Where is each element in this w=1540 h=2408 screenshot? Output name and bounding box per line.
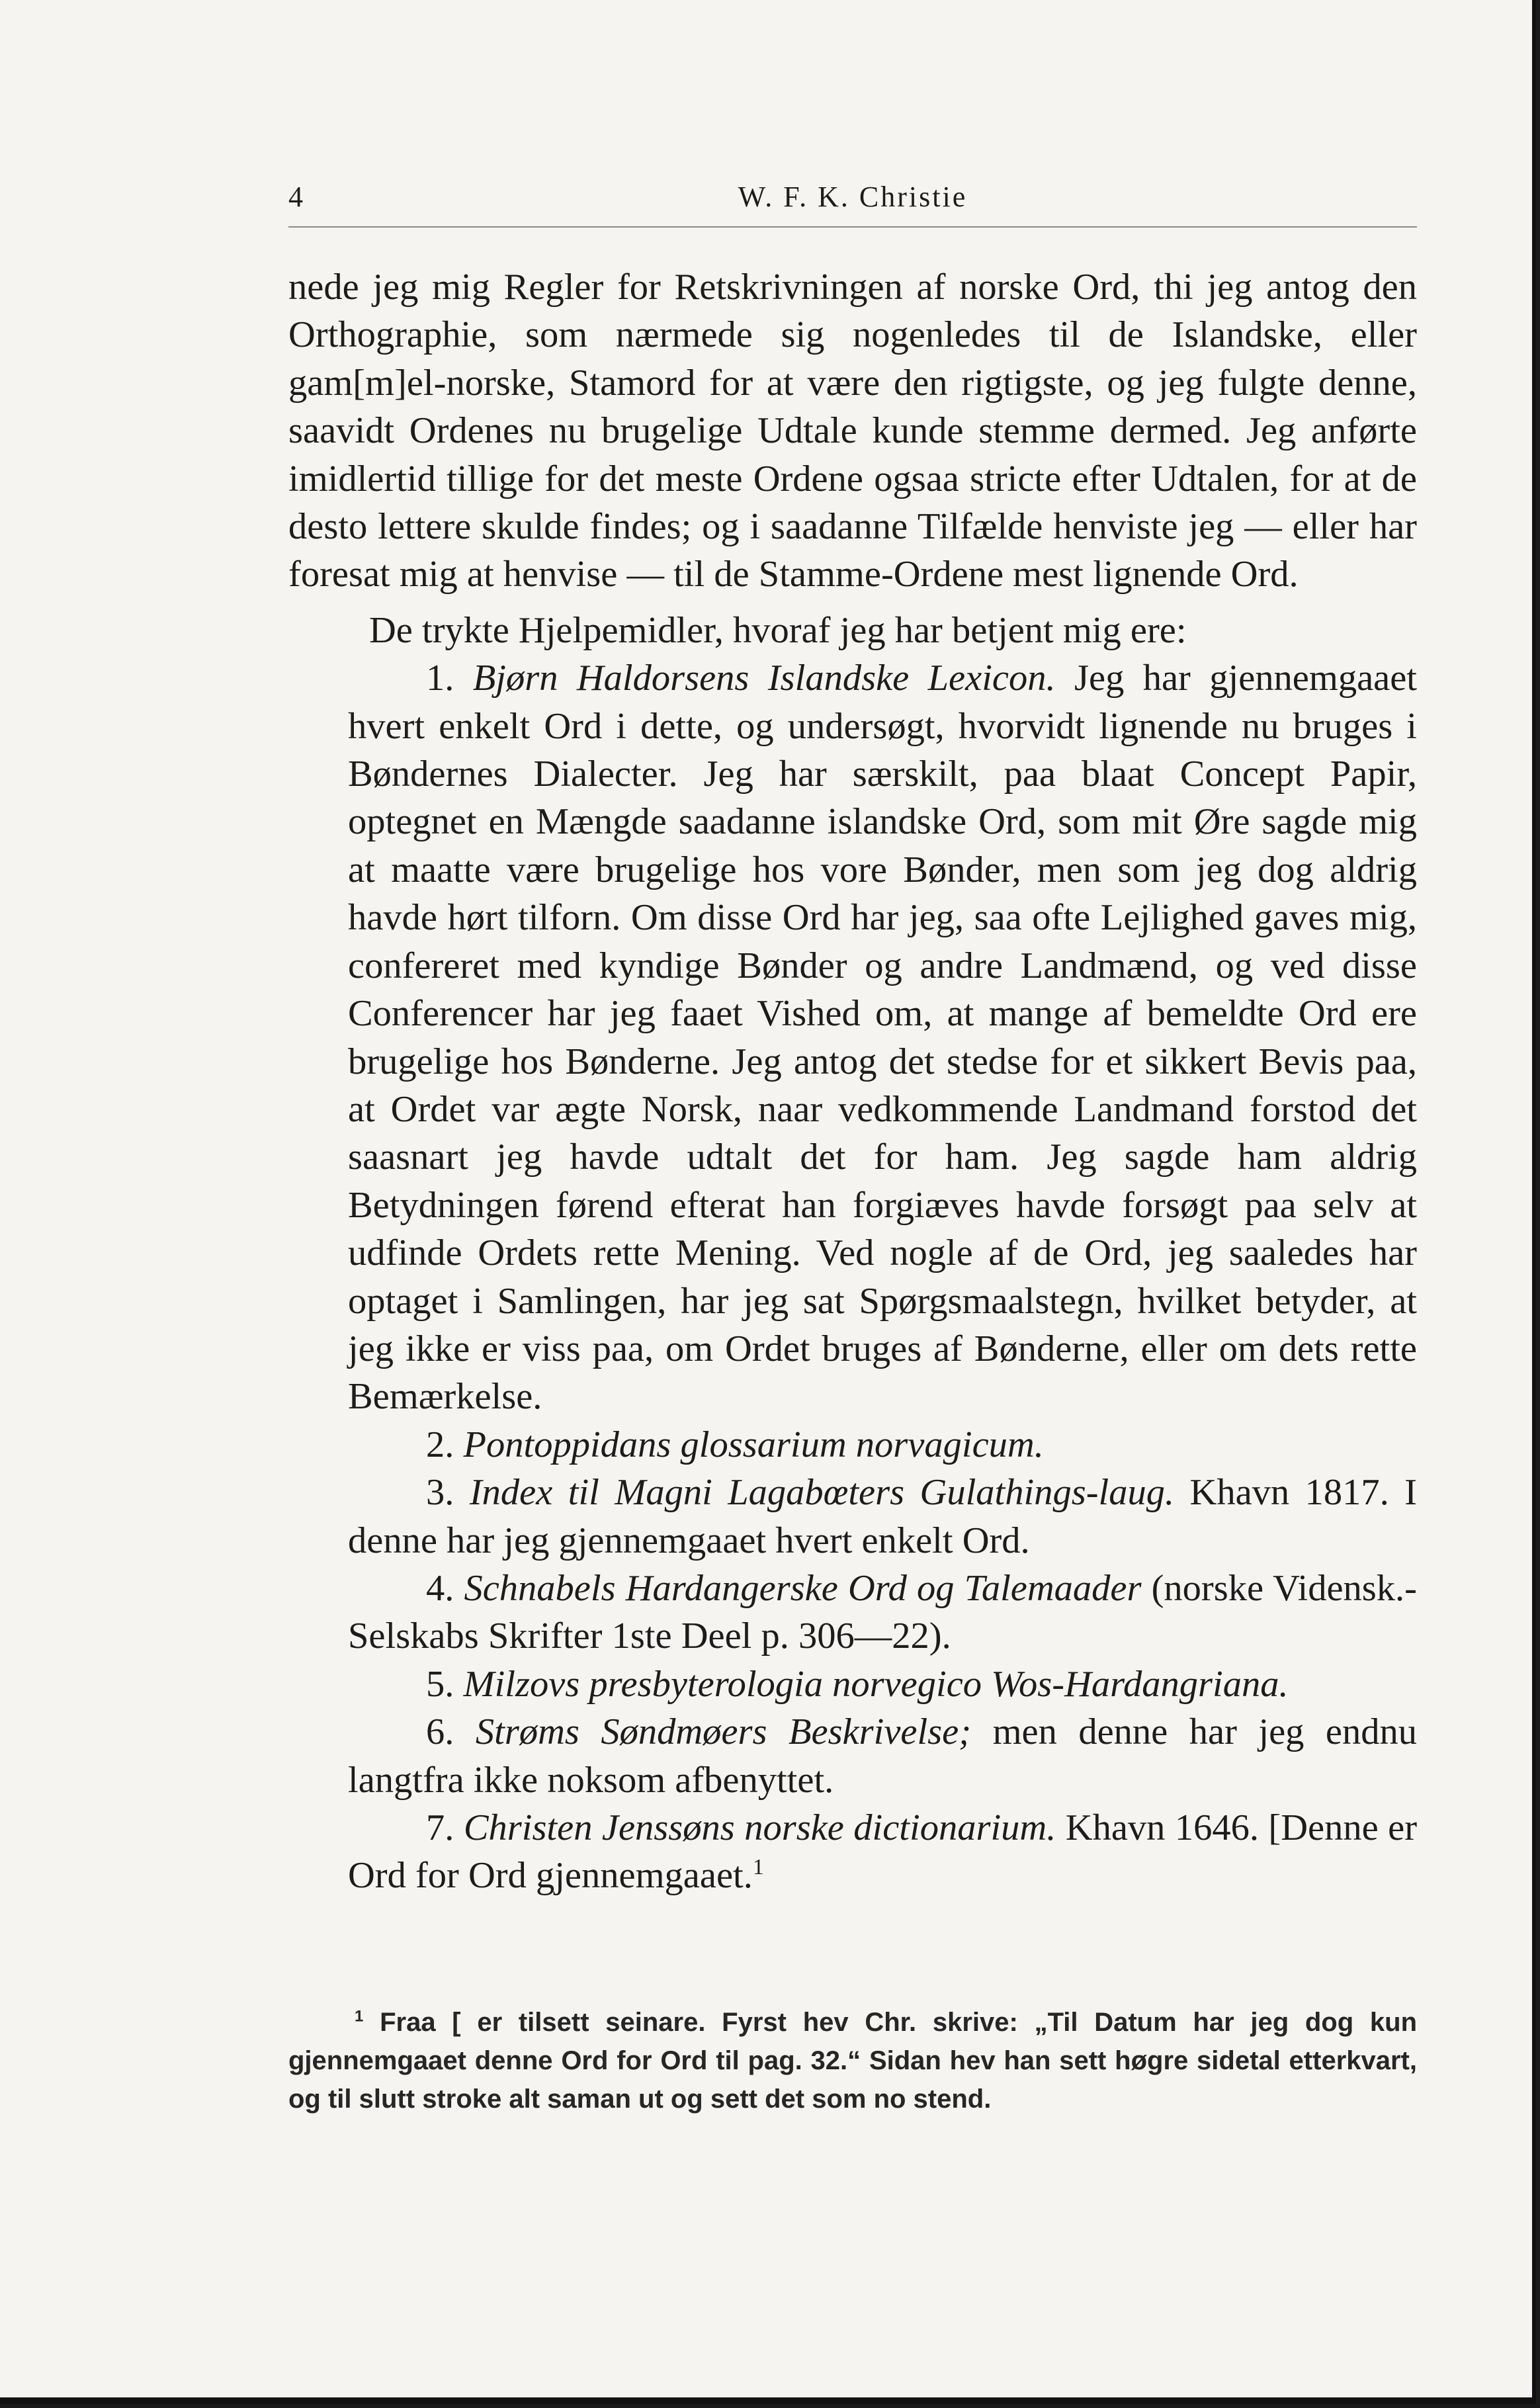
item-title: Milzovs presbyterologia norvegico Wos-Hardangriana.	[463, 1663, 1289, 1705]
item-title: Schnabels Hardangerske Ord og Talemaader	[464, 1567, 1142, 1609]
page-number: 4	[288, 181, 304, 213]
footnote-text: Fraa [ er tilsett seinare. Fyrst hev Chr. skrive: „Til Datum har jeg dog kun gjennemgaaet denne Ord for Ord til pag. 32.“ Sidan hev han sett høgre sidetal etterkvart, og til slutt stroke alt saman ut og sett det som no stend.	[288, 2008, 1417, 2114]
footnote-mark: 1	[355, 2007, 364, 2026]
list-item	[288, 654, 1417, 1421]
list-item	[288, 1708, 1417, 1804]
item-text: (norske Vidensk.-Selskabs Skrifter 1ste Deel p. 306—22).	[348, 1567, 1417, 1657]
footnote-reference[interactable]: 1	[752, 1855, 764, 1880]
item-number: 3.	[426, 1472, 454, 1514]
main-text	[288, 263, 1417, 1900]
item-title: Christen Jenssøns norske dictionarium.	[463, 1807, 1056, 1848]
list-item	[288, 1804, 1417, 1900]
item-number: 4.	[426, 1567, 454, 1609]
running-title: W. F. K. Christie	[738, 181, 968, 213]
list-item	[288, 1565, 1417, 1660]
item-number: 2.	[426, 1424, 454, 1465]
header-rule	[288, 226, 1417, 228]
item-title: Bjørn Haldorsens Islandske Lexicon.	[472, 658, 1056, 699]
running-header	[288, 177, 1417, 224]
item-text: Khavn 1646. [Denne er Ord for Ord gjennemgaaet.	[348, 1807, 1418, 1897]
list-item	[288, 1469, 1417, 1565]
item-title: Pontoppidans glossarium norvagicum.	[463, 1424, 1044, 1465]
item-title: Strøms Søndmøers Beskrivelse;	[475, 1711, 972, 1753]
footnote	[288, 2003, 1417, 2118]
item-number: 1.	[426, 658, 454, 699]
item-number: 7.	[426, 1807, 454, 1848]
item-text: Jeg har gjennemgaaet hvert enkelt Ord i dette, og undersøgt, hvorvidt lignende nu bruges i Bøndernes Dialecter. Jeg har særskilt, paa blaat Concept Papir, optegnet en Mængde saadanne islandske Ord, som mit Øre sagde mig at maatte være brugelige hos vore Bønder, men som jeg dog aldrig havde hørt tilforn. Om disse Ord har jeg, saa ofte Lejlighed gaves mig, confereret med kyndige Bønder og andre Landmænd, og ved disse Conferencer har jeg faaet Vished om, at mange af bemeldte Ord ere brugelige hos Bønderne. Jeg antog det stedse for et sikkert Bevis paa, at Ordet var ægte Norsk, naar vedkommende Landmand forstod det saasnart jeg havde udtalt det for ham. Jeg sagde ham aldrig Betydningen førend efterat han forgiæves havde forsøgt paa selv at udfinde Ordets rette Mening. Ved nogle af de Ord, jeg saaledes har optaget i Samlingen, har jeg sat Spørgsmaalstegn, hvilket betyder, at jeg ikke er viss paa, om Ordet bruges af Bønderne, eller om dets rette Bemærkelse.	[348, 658, 1418, 1418]
item-text: Khavn 1817. I denne har jeg gjennemgaaet hvert enkelt Ord.	[348, 1472, 1417, 1561]
paragraph-2: De trykte Hjelpemidler, hvoraf jeg har betjent mig ere:	[369, 609, 1187, 651]
item-text: men denne har jeg endnu langtfra ikke noksom afbenyttet.	[348, 1711, 1418, 1801]
list-item	[288, 1660, 1417, 1708]
item-number: 6.	[426, 1711, 454, 1753]
paragraph-1: nede jeg mig Regler for Retskrivningen af norske Ord, thi jeg antog den Orthographie, som nærmede sig nogenledes til de Islandske, eller gam[m]el-norske, Stamord for at være den rigtigste, og jeg fulgte denne, saavidt Ordenes nu brugelige Udtale kunde stemme dermed. Jeg anførte imidlertid tillige for det meste Ordene ogsaa stricte efter Udtalen, for at de desto lettere skulde findes; og i saadanne Tilfælde henviste jeg — eller har foresat mig at henvise — til de Stamme-Ordene mest lignende Ord.	[288, 267, 1417, 595]
source-list	[288, 654, 1417, 1900]
item-number: 5.	[426, 1663, 454, 1705]
item-title: Index til Magni Lagabœters Gulathings-laug.	[469, 1472, 1175, 1514]
list-item	[288, 1421, 1417, 1469]
